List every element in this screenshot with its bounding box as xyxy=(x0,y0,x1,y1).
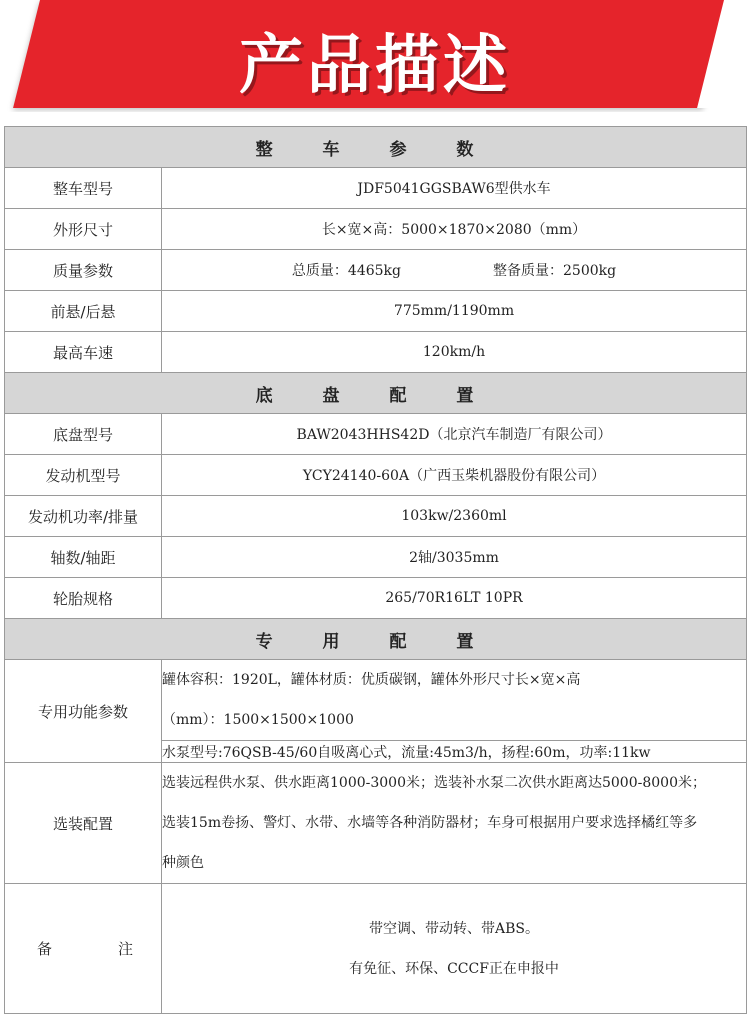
options-line-3: 种颜色 xyxy=(162,855,204,871)
spec-table xyxy=(4,126,747,1014)
section-row-special xyxy=(5,619,747,660)
table-row xyxy=(5,250,747,291)
table-row xyxy=(5,455,747,496)
special-function-label: 专用功能参数 xyxy=(5,660,162,763)
section-row-vehicle xyxy=(5,127,747,168)
section-title-special: 专 用 配 置 xyxy=(5,619,747,660)
table-row xyxy=(5,414,747,455)
overhang-value: 775mm/1190mm xyxy=(162,291,747,332)
vehicle-model-label: 整车型号 xyxy=(5,168,162,209)
options-label: 选装配置 xyxy=(5,763,162,884)
mass-total-value: 总质量：4465kg xyxy=(291,263,401,279)
notes-value xyxy=(162,884,747,1014)
max-speed-label: 最高车速 xyxy=(5,332,162,373)
dimensions-value: 长×宽×高：5000×1870×2080（mm） xyxy=(162,209,747,250)
notes-line-1: 带空调、带动转、带ABS。 xyxy=(369,920,539,937)
table-row xyxy=(5,496,747,537)
table-row xyxy=(5,168,747,209)
section-title-chassis: 底 盘 配 置 xyxy=(5,373,747,414)
section-title-vehicle: 整 车 参 数 xyxy=(5,127,747,168)
mass-curb-value: 整备质量：2500kg xyxy=(493,263,617,279)
tank-spec-line-1: 罐体容积：1920L，罐体材质：优质碳钢，罐体外形尺寸长×宽×高 xyxy=(162,672,581,688)
table-row xyxy=(5,291,747,332)
max-speed-value: 120km/h xyxy=(162,332,747,373)
options-value xyxy=(162,763,747,884)
tank-spec-line-2: （mm）：1500×1500×1000 xyxy=(162,712,354,728)
notes-label-char-2: 注 xyxy=(117,940,133,958)
section-row-chassis xyxy=(5,373,747,414)
mass-values xyxy=(162,250,747,291)
mass-label: 质量参数 xyxy=(5,250,162,291)
notes-label xyxy=(5,884,162,1014)
engine-power-label: 发动机功率/排量 xyxy=(5,496,162,537)
notes-label-char-1: 备 xyxy=(37,940,53,958)
table-row xyxy=(5,332,747,373)
table-row xyxy=(5,884,747,1014)
table-row xyxy=(5,209,747,250)
options-line-1: 选装远程供水泵、供水距离1000-3000米；选装补水泵二次供水距离达5000-8000米； xyxy=(162,775,706,791)
header-banner xyxy=(0,0,750,112)
page-title: 产品描述 xyxy=(239,29,511,103)
engine-model-label: 发动机型号 xyxy=(5,455,162,496)
table-row xyxy=(5,660,747,741)
tire-label: 轮胎规格 xyxy=(5,578,162,619)
pump-spec: 水泵型号:76QSB-45/60自吸离心式，流量:45m3/h，扬程:60m，功率:11kw xyxy=(162,741,747,763)
notes-line-2: 有免征、环保、CCCF正在申报中 xyxy=(349,960,559,977)
engine-power-value: 103kw/2360ml xyxy=(162,496,747,537)
vehicle-model-value: JDF5041GGSBAW6型供水车 xyxy=(162,168,747,209)
table-row xyxy=(5,763,747,884)
axle-label: 轴数/轴距 xyxy=(5,537,162,578)
engine-model-value: YCY24140-60A（广西玉柴机器股份有限公司） xyxy=(162,455,747,496)
chassis-model-value: BAW2043HHS42D（北京汽车制造厂有限公司） xyxy=(162,414,747,455)
chassis-model-label: 底盘型号 xyxy=(5,414,162,455)
options-line-2: 选装15m卷扬、警灯、水带、水墙等各种消防器材；车身可根据用户要求选择橘红等多 xyxy=(162,815,698,831)
tire-value: 265/70R16LT 10PR xyxy=(162,578,747,619)
overhang-label: 前悬/后悬 xyxy=(5,291,162,332)
special-function-tank xyxy=(162,660,747,741)
table-row xyxy=(5,578,747,619)
axle-value: 2轴/3035mm xyxy=(162,537,747,578)
dimensions-label: 外形尺寸 xyxy=(5,209,162,250)
table-row xyxy=(5,537,747,578)
